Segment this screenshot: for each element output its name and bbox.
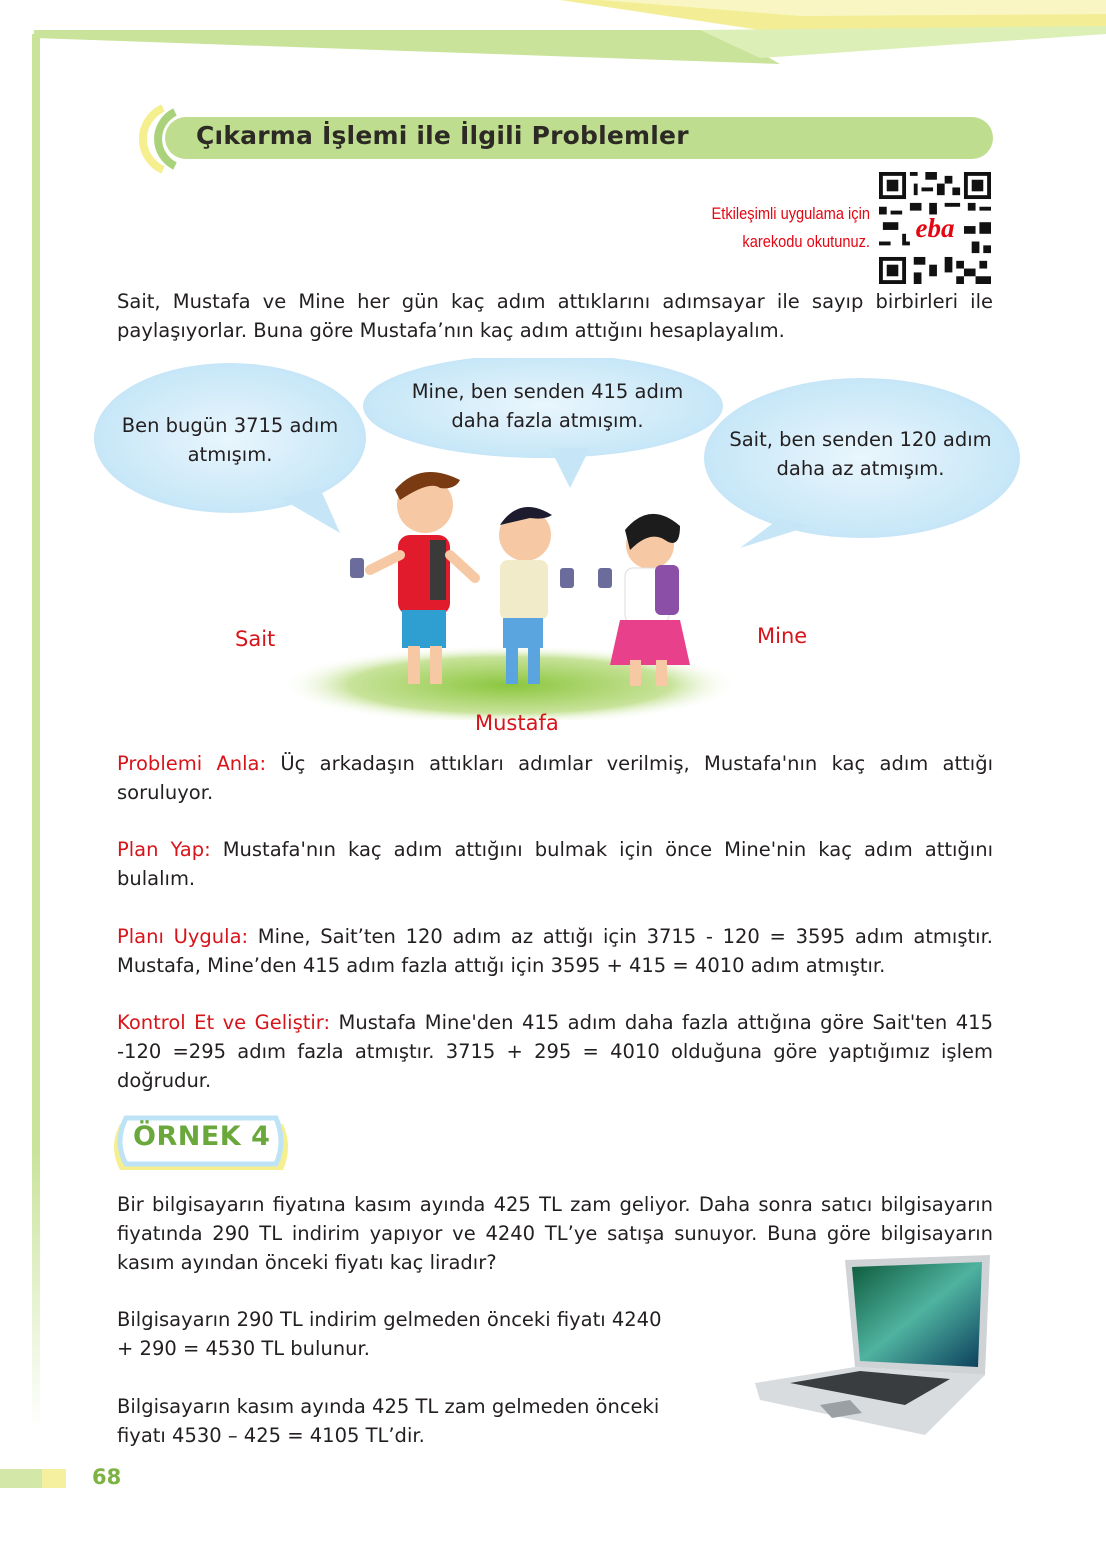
laptop-illustration [750,1255,1000,1440]
step-text-plan: Mustafa'nın kaç adım attığını bulmak için önce Mine'nin kaç adım attığını bulalım. [117,838,993,890]
qr-instruction-line-1: Etkileşimli uygulama için [711,204,870,223]
bubble-text-mine: Sait, ben senden 120 adım daha az atmışım. [729,428,992,480]
qr-instruction-line-2: karekodu okutunuz. [742,232,870,251]
step-plani-uygula [117,922,993,980]
bubble-text-mustafa: Mine, ben senden 415 adım daha fazla atmışım. [411,380,684,432]
eba-logo: eba [915,212,955,243]
page-frame-decoration [0,0,1106,70]
step-plan-yap [117,835,993,893]
name-label-sait: Sait [235,627,276,651]
name-label-mustafa: Mustafa [475,711,559,735]
intro-paragraph: Sait, Mustafa ve Mine her gün kaç adım attıklarını adımsayar ile sayıp birbirleri ile paylaşıyorlar. Buna göre Mustafa’nın kaç adım attığını hesaplayalım. [117,290,993,342]
page-number: 68 [92,1465,122,1489]
example-solution-1: Bilgisayarın 290 TL indirim gelmeden önceki fiyatı 4240 + 290 = 4530 TL bulunur. [117,1308,662,1360]
step-label-plan: Plan Yap: [117,838,211,861]
mine-figure [598,514,690,686]
page-frame-left [32,34,40,1429]
example-title: ÖRNEK 4 [133,1121,271,1152]
step-problemi-anla [117,749,993,807]
qr-instruction [672,200,870,256]
example-question: Bir bilgisayarın fiyatına kasım ayında 425 TL zam geliyor. Daha sonra satıcı bilgisayarın fiyatında 290 TL indirim yapıyor ve 4240 TL’ye satışa sunuyor. Buna göre bilgisayarın kasım ayından önceki fiyatı kaç liradır? [117,1193,993,1274]
qr-code[interactable] [879,172,991,284]
section-title: Çıkarma İşlemi ile İlgili Problemler [196,121,689,150]
step-kontrol-et [117,1008,993,1095]
bubble-text-sait: Ben bugün 3715 adım atmışım. [121,414,339,466]
step-text-kontrol: Mustafa Mine'den 415 adım daha fazla attığına göre Sait'ten 415 -120 =295 adım fazla atmıştır. 3715 + 295 = 4010 olduğuna göre yaptığımız işlem doğrudur. [117,1011,993,1092]
name-label-mine: Mine [757,624,808,648]
step-label-uygula: Planı Uygula: [117,925,249,948]
example-solution-2: Bilgisayarın kasım ayında 425 TL zam gelmeden önceki fiyatı 4530 – 425 = 4105 TL’dir. [117,1395,660,1447]
step-label-anla: Problemi Anla: [117,752,267,775]
step-text-anla: Üç arkadaşın attıkları adımlar verilmiş, Mustafa'nın kaç adım attığı soruluyor. [117,752,993,804]
step-text-uygula: Mine, Sait’ten 120 adım az attığı için 3715 - 120 = 3595 adım atmıştır. Mustafa, Mine’den 415 adım fazla attığı için 3595 + 415 = 4010 adım atmıştır. [117,925,993,977]
children-illustration [280,460,740,720]
footer-bar [0,1469,66,1488]
step-label-kontrol: Kontrol Et ve Geliştir: [117,1011,331,1034]
